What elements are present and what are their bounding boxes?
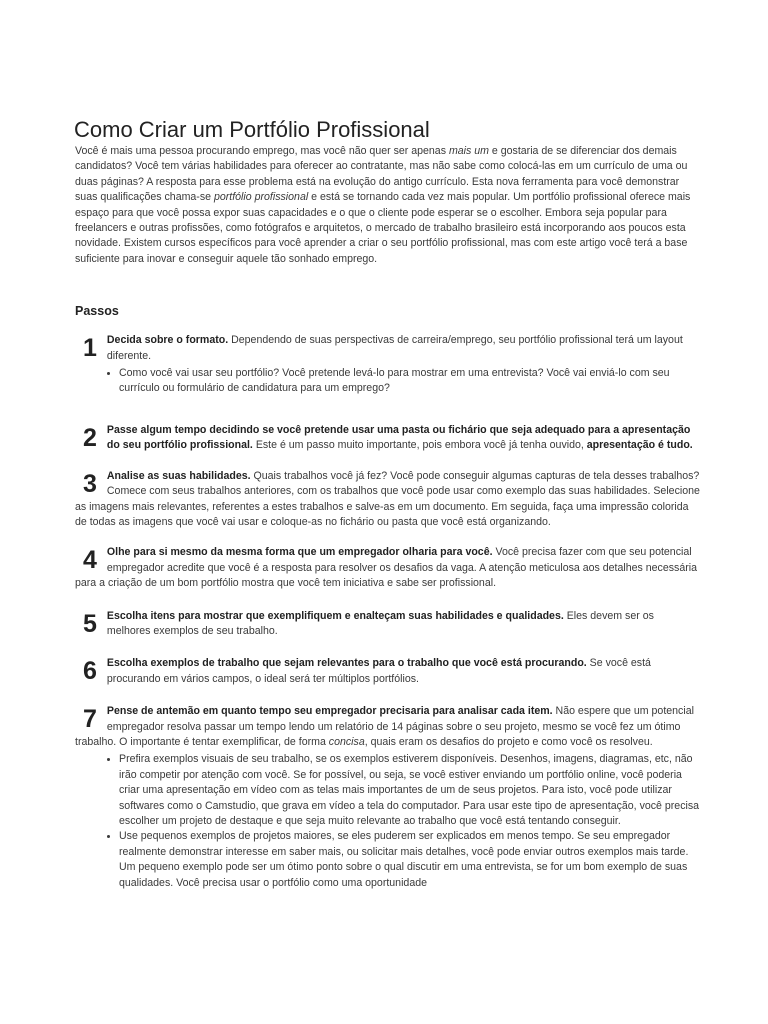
step-lead: Passe algum tempo decidindo se você pretende usar uma pasta ou fichário que seja adequado para a apresentação do seu portfólio profissional. — [106, 423, 691, 452]
step-body: Se você está procurando em vários campos, o ideal será ter múltiplos portfólios. — [106, 657, 651, 685]
step-number: 2 — [83, 423, 97, 452]
intro-text-2: e gostaria de se diferenciar dos demais candidatos? Você tem várias habilidades para oferecer ao contratante, mas não sabe como colocá-las em um currículo de uma ou duas páginas? A resposta para esse problema está na evolução do antigo currículo. Esta nova ferramenta para você demonstrar suas qualificações chama-se — [75, 145, 688, 204]
step-body: Quais trabalhos você já fez? Você pode conseguir algumas capturas de tela desses trabalhos? Comece com seus trabalhos anteriores, com os trabalhos que você pode usar como exemplo das suas habilidades. Selecione as imagens mais relevantes, referentes a estes trabalhos e salve-as em um documento. Em seguida, faça uma impressão colorida de todas as imagens que você vai usar e coloque-as no fichário ou pasta que você está organizando. — [75, 469, 700, 528]
step-number: 1 — [83, 334, 97, 363]
step-number: 4 — [83, 546, 97, 575]
step-lead: Analise as suas habilidades. — [106, 469, 251, 482]
intro-text-3: e está se tornando cada vez mais popular. Um portfólio profissional oferece mais espaço para que você possa expor suas capacidades e o que o cliente pode esperar se o escolher. Embora seja popular para freelancers e outras profissões, como fotógrafos e arquitetos, o mercado de trabalho brasileiro está incorporando aos poucos esta novidade. Existem cursos específicos para você aprender a criar o seu portfólio profissional, mas com este artigo você terá a base suficiente para inovar e conseguir aquele tão sonhado emprego. — [75, 191, 691, 265]
step-7 — [75, 704, 700, 891]
step-6 — [75, 656, 700, 687]
step-lead: Pense de antemão em quanto tempo seu empregador precisaria para analisar cada item. — [106, 705, 553, 718]
intro-emphasis-2: portfólio profissional — [213, 191, 309, 204]
step-body: Você precisa fazer com que seu potencial empregador acredite que você é a resposta para resolver os desafios da vaga. A atenção meticulosa aos detalhes necessária para a criação de um bom portfólio mostra que você tem iniciativa e sabe ser profissional. — [75, 546, 697, 590]
step-text — [75, 704, 700, 750]
step-lead: Olhe para si mesmo da mesma forma que um empregador olharia para você. — [106, 546, 493, 559]
step-emphasis: apresentação é tudo. — [586, 439, 693, 452]
list-item: • Use pequenos exemplos de projetos maiores, se eles puderem ser explicados em menos tempo. Se seu empregador realmente demonstrar interesse em saber mais, ou solicitar mais detalhes, você pode enviar outros exemplos mais tarde. Um pequeno exemplo pode ser um ótimo ponto sobre o qual discutir em uma entrevista, se for um bom exemplo de suas qualidades. Você precisa usar o portfólio como uma oportunidade — [119, 829, 700, 891]
intro-text-1: Você é mais uma pessoa procurando emprego, mas você não quer ser apenas — [75, 145, 449, 157]
steps-list — [75, 333, 700, 891]
document-page — [75, 116, 700, 891]
step-text — [75, 609, 700, 640]
step-1 — [75, 333, 700, 397]
step-emphasis: concisa — [328, 735, 365, 748]
steps-heading: Passos — [75, 304, 119, 319]
step-number: 3 — [83, 469, 97, 498]
step-lead: Escolha exemplos de trabalho que sejam relevantes para o trabalho que você está procurando. — [106, 657, 587, 670]
step-text — [75, 333, 700, 364]
step-5 — [75, 609, 700, 640]
step-number: 5 — [83, 609, 97, 638]
step-body: Este é um passo muito importante, pois embora você já tenha ouvido, — [252, 439, 587, 452]
step-2 — [75, 423, 700, 454]
step-text — [75, 423, 700, 454]
step-text — [75, 469, 700, 531]
step-4 — [75, 545, 700, 591]
step-number: 7 — [83, 705, 97, 734]
step-bullets — [75, 752, 700, 891]
step-body: Dependendo de suas perspectivas de carreira/emprego, seu portfólio profissional terá um layout diferente. — [106, 334, 683, 362]
list-item: • Prefira exemplos visuais de seu trabalho, se os exemplos estiverem disponíveis. Desenhos, imagens, diagramas, etc, não irão competir por atenção com você. Se for possível, ou seja, se você estiver enviando um portfólio online, você poderia criar uma apresentação em vídeo com as telas mais importantes de um de seus projetos. Para isto, você pode utilizar softwares como o Camstudio, que grava em vídeo a tela do computador. Para usar este tipo de apresentação, você precisa escolher um projeto de destaque e que seja muito relevante ao trabalho que você está tentando conseguir. — [119, 752, 700, 829]
article-title: Como Criar um Portfólio Profissional — [74, 117, 430, 142]
step-lead: Escolha itens para mostrar que exemplifiquem e enalteçam suas habilidades e qualidades. — [106, 609, 564, 622]
list-item: • Como você vai usar seu portfólio? Você pretende levá-lo para mostrar em uma entrevista? Você vai enviá-lo com seu currículo ou formulário de candidatura para um emprego? — [119, 366, 700, 397]
step-3 — [75, 469, 700, 531]
step-number: 6 — [83, 657, 97, 686]
step-text — [75, 545, 700, 591]
step-body-continued: , quais eram os desafios do projeto e como você os resolveu. — [364, 735, 653, 748]
intro-emphasis-1: mais um — [448, 145, 489, 157]
article-intro — [75, 144, 700, 267]
step-body: Eles devem ser os melhores exemplos de seu trabalho. — [106, 609, 654, 637]
step-text — [75, 656, 700, 687]
step-bullets — [75, 366, 700, 397]
step-body: Não espere que um potencial empregador resolva passar um tempo lendo um relatório de 14 páginas sobre o seu projeto, mesmo se você fez um ótimo trabalho. O importante é tentar exemplificar, de forma — [75, 705, 694, 748]
step-lead: Decida sobre o formato. — [106, 334, 229, 347]
